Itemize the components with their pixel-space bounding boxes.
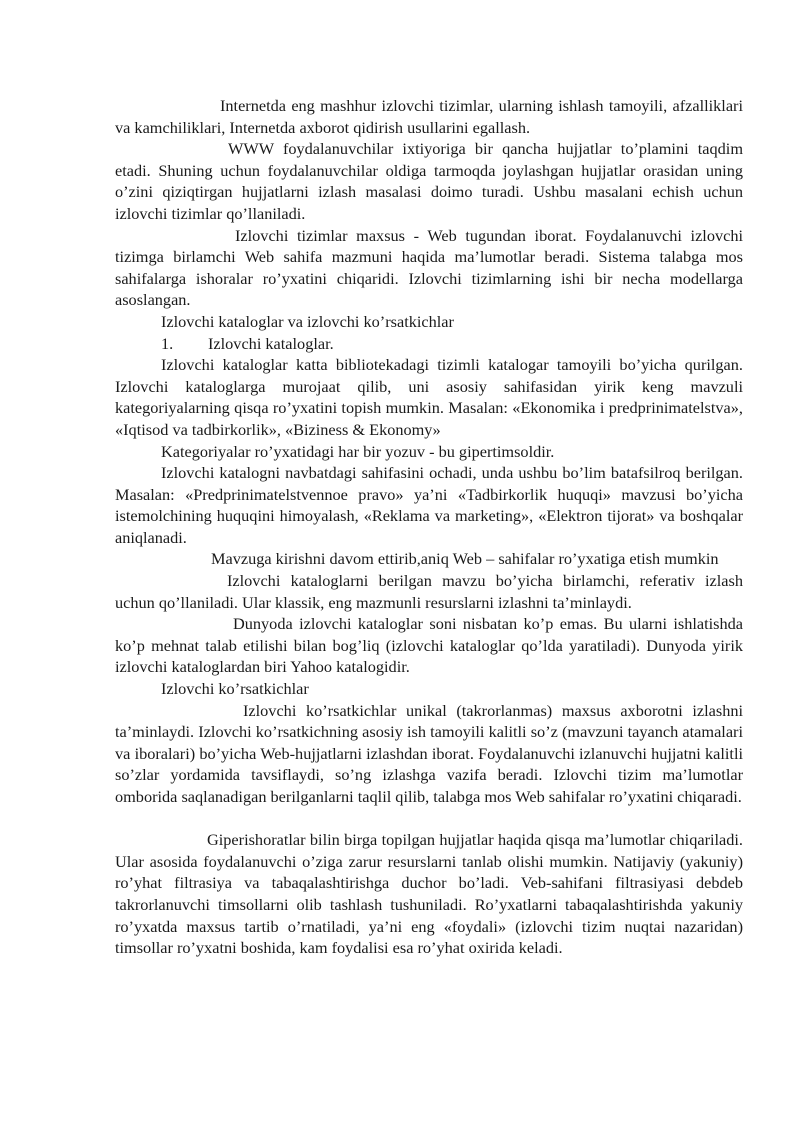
paragraph-catalog-page: Izlovchi katalogni navbatdagi sahifasini ochadi, unda ushbu bo’lim batafsilroq berilgan. Masalan: «Predprinimatelstvennoe pravo» ya’ni «Tadbirkorlik huquqi» mavzusi bo’yicha istemolchining huquqini himoyalash, «Reklama va marketing», «Elektron tijorat» va boshqalar aniqlanadi. — [115, 463, 743, 547]
paragraph-www: WWW foydalanuvchilar ixtiyoriga bir qancha hujjatlar to’plamini taqdim etadi. Shuning uchun foydalanuvchilar oldiga tarmoqda joylashgan hujjatlar orasidan uning o’zini qiziqtirgan hujjatlarni izlash masalasi doimo turadi. Ushbu masalani echish uchun izlovchi tizimlar qo’llaniladi. — [115, 139, 743, 223]
paragraph-indexes: Izlovchi ko’rsatkichlar unikal (takrorlanmas) maxsus axborotni izlashni ta’minlaydi. Izlovchi ko’rsatkichning asosiy ish tamoyili kalitli so’z (mavzuni tayanch atamalari va iboralari) bo’yicha Web-hujjatlarni izlashdan iborat. Foydalanuvchi izlanuvchi hujjatni kalitli so’zlar yordamida tavsiflaydi, so’ng izlashga vazifa beradi. Izlovchi tizim ma’lumotlar omborida saqlanadigan berilganlarni taqlil qilib, talabga mos Web sahifalar ro’yxatini chiqaradi. — [115, 700, 743, 806]
paragraph-search-systems: Izlovchi tizimlar maxsus - Web tugundan iborat. Foydalanuvchi izlovchi tizimga birlamchi Web sahifa mazmuni haqida ma’lumotlar beradi. Sistema talabga mos sahifalarga ishoralar ro’yxatini chiqaridi. Izlovchi tizimlarning ishi bir necha modellarga asoslangan. — [115, 225, 743, 310]
section-heading-catalogs-indexes: Izlovchi kataloglar va izlovchi ko’rsatkichlar — [161, 311, 454, 331]
list-item — [115, 333, 743, 355]
list-item-number: 1. — [161, 333, 174, 353]
paragraph-catalog-usage: Izlovchi kataloglarni berilgan mavzu bo’yicha birlamchi, referativ izlash uchun qo’llaniladi. Ular klassik, eng mazmunli resurslarni izlashni ta’minlaydi. — [115, 571, 743, 612]
paragraph-hyperlinks: Giperishoratlar bilin birga topilgan hujjatlar haqida qisqa ma’lumotlar chiqariladi. Ular asosida foydalanuvchi o’ziga zarur resurslarni tanlab olishi mumkin. Natijaviy (yakuniy) ro’yhat filtrasiya va tabaqalashtirishga duchor bo’ladi. Veb-sahifani filtrasiyasi debdeb takrorlanuvchi timsollarni olib tashlash tushuniladi. Ro’yxatlarni tabaqalashtirishda yakuniy ro’yxatda maxsus tartib o’rnatiladi, ya’ni eng «foydali» (izlovchi tizim nuqtai nazaridan) timsollar ro’yxatni boshida, kam foydalisi esa ro’yhat oxirida keladi. — [115, 830, 743, 958]
list-item-text: Izlovchi kataloglar. — [208, 333, 334, 353]
paragraph-catalogs: Izlovchi kataloglar katta bibliotekadagi tizimli katalogar tamoyili bo’yicha qurilgan. Izlovchi kataloglarga murojaat qilib, uni asosiy sahifasidan yirik keng mavzuli kategoriyalarning qisqa ro’yxatini topish mumkin. Masalan: «Ekonomika i predprinimatelstva», «Iqtisod va tadbirkorlik», «Biziness & Ekonomy» — [115, 355, 743, 439]
paragraph-categories: Kategoriyalar ro’yxatidagi har bir yozuv - bu gipertimsoldir. — [161, 441, 555, 461]
paragraph-topic-entry: Mavzuga kirishni davom ettirib,aniq Web – sahifalar ro’yxatiga etish mumkin — [211, 549, 719, 569]
section-heading-indexes: Izlovchi ko’rsatkichlar — [161, 679, 309, 699]
paragraph-intro: Internetda eng mashhur izlovchi tizimlar, ularning ishlash tamoyili, afzalliklari va kamchiliklari, Internetda axborot qidirish usullarini egallash. — [115, 96, 743, 137]
blank-line — [115, 808, 743, 830]
paragraph-catalog-count: Dunyoda izlovchi kataloglar soni nisbatan ko’p emas. Bu ularni ishlatishda ko’p mehnat talab etilishi bilan bog’liq (izlovchi kataloglar qo’lda yaratiladi). Dunyoda yirik izlovchi kataloglardan biri Yahoo katalogidir. — [115, 614, 743, 677]
